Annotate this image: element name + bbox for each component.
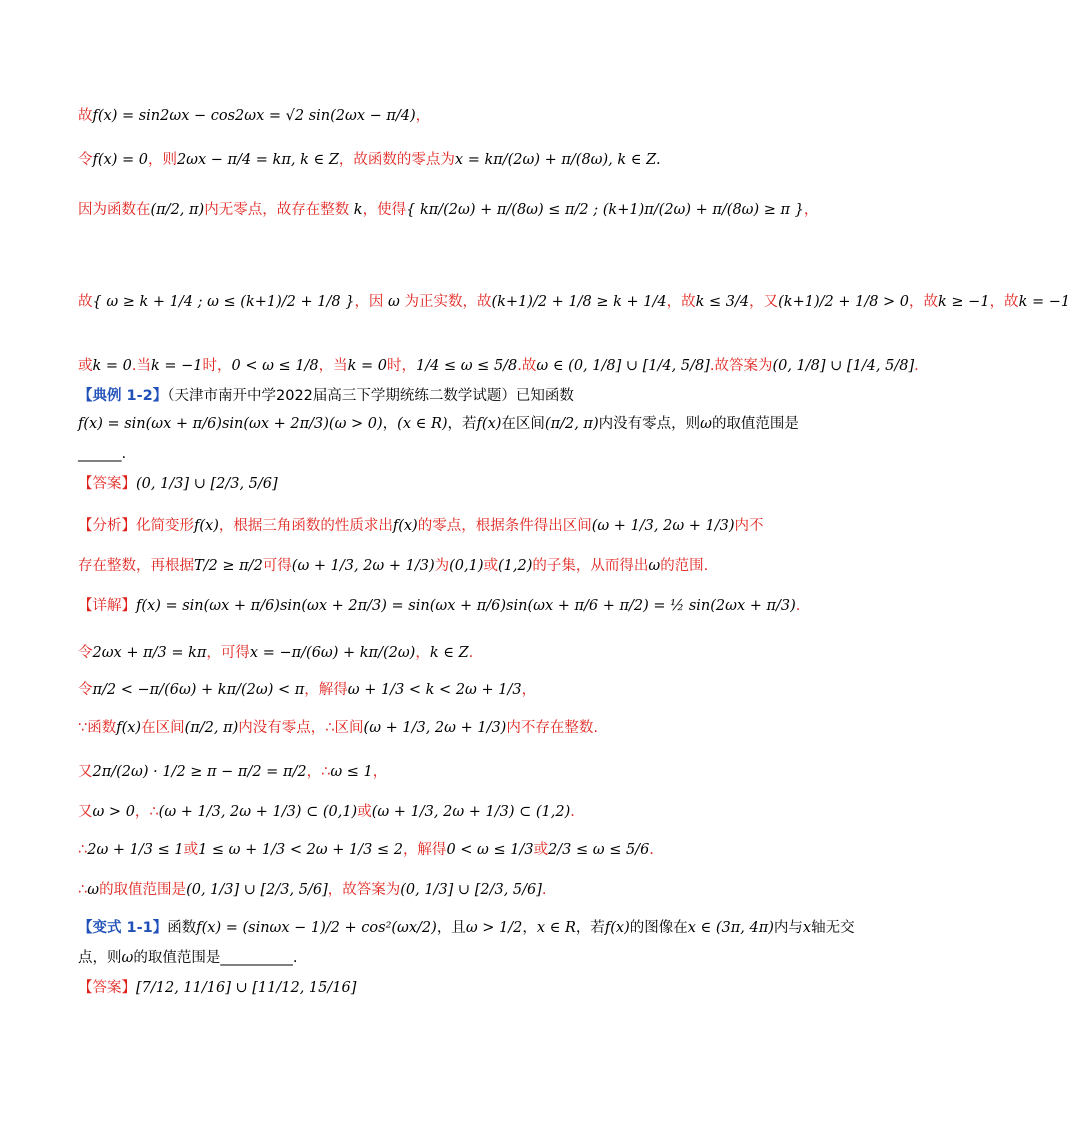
math-expression: f(x) = sin(ωx + π/6)sin(ωx + 2π/3) = sin(ωx + π/6)sin(ωx + π/6 + π/2) = ½ sin(2ωx + π/3): [136, 598, 796, 614]
text-segment: 的取值范围是: [99, 882, 187, 898]
math-expression: { ω ≥ k + 1/4 ; ω ≤ (k+1)/2 + 1/8 }: [92, 294, 355, 310]
text-segment: 或: [357, 804, 372, 820]
text-segment: 又: [78, 764, 93, 780]
text-segment: .: [570, 804, 575, 820]
text-line-l17: [78, 802, 740, 822]
text-segment: .当: [131, 358, 151, 374]
math-expression: ω: [383, 294, 405, 310]
math-expression: (0, 1/3] ∪ [2/3, 5/6]: [186, 882, 328, 898]
text-line-l21: [78, 948, 740, 968]
text-line-l7: [78, 414, 799, 434]
math-expression: f(x): [476, 416, 502, 432]
text-segment: 为正实数，故: [404, 294, 492, 310]
text-segment: 时，: [202, 358, 232, 374]
text-segment: ，故答案为: [327, 882, 401, 898]
math-expression: f(x): [116, 720, 142, 736]
math-expression: ω > 0: [92, 804, 135, 820]
text-segment: ，则: [147, 152, 177, 168]
text-segment: ，故函数的零点为: [338, 152, 455, 168]
text-line-l14: [78, 680, 740, 700]
text-segment: 的取值范围是__________.: [133, 950, 298, 966]
text-line-l19: [78, 880, 740, 900]
text-segment: 又: [78, 804, 93, 820]
text-segment: 轴无交: [811, 920, 855, 936]
math-expression: 2/3 ≤ ω ≤ 5/6: [548, 842, 650, 858]
math-expression: x = −π/(6ω) + kπ/(2ω): [249, 645, 416, 661]
text-segment: .: [914, 358, 919, 374]
text-segment: ，: [415, 645, 430, 661]
text-segment: ，∴: [306, 764, 331, 780]
math-expression: ω ∈ (0, 1/8] ∪ [1/4, 5/8]: [536, 358, 710, 374]
math-expression: (π/2, π): [544, 416, 599, 432]
text-segment: ，解得: [402, 842, 447, 858]
text-segment: 的范围.: [660, 558, 709, 574]
math-expression: 0 < ω ≤ 1/3: [446, 842, 534, 858]
text-segment: 内与: [773, 920, 803, 936]
math-expression: k ≥ −1: [938, 294, 990, 310]
text-line-l13: [78, 643, 740, 663]
text-line-l4: [78, 292, 1070, 312]
text-segment: 化简变形: [136, 518, 194, 534]
math-expression: f(x): [392, 518, 418, 534]
math-expression: (ω + 1/3, 2ω + 1/3): [591, 518, 735, 534]
math-expression: ω: [700, 416, 712, 432]
text-segment: ，故: [909, 294, 939, 310]
text-segment: ，解得: [304, 682, 348, 698]
text-segment: ，: [372, 764, 388, 780]
text-segment: 存在整数，再根据: [78, 558, 194, 574]
text-segment: 在区间: [501, 416, 545, 432]
text-segment: ，: [521, 682, 537, 698]
text-segment: ∴: [78, 882, 88, 898]
text-segment: ，故: [666, 294, 696, 310]
text-segment: 故: [78, 108, 93, 124]
math-expression: 2π/(2ω) · 1/2 ≥ π − π/2 = π/2: [92, 764, 307, 780]
math-expression: (x ∈ R): [397, 416, 448, 432]
math-expression: (0, 1/3] ∪ [2/3, 5/6]: [136, 476, 278, 492]
text-segment: 内无零点，故存在整数: [204, 202, 350, 218]
text-line-l18: [78, 840, 740, 860]
math-expression: [7/12, 11/16] ∪ [11/12, 15/16]: [136, 980, 357, 996]
math-expression: k ∈ Z: [429, 645, 469, 661]
text-line-l9: [78, 474, 740, 494]
math-expression: (ω + 1/3, 2ω + 1/3) ⊂ (1,2): [371, 804, 571, 820]
text-segment: （天津市南开中学2022届高三下学期统练二数学试题）已知函数: [167, 388, 574, 404]
text-segment: 【详解】: [78, 598, 136, 614]
text-segment: .: [795, 598, 801, 614]
math-expression: k = 0: [347, 358, 388, 374]
text-segment: .故: [517, 358, 537, 374]
math-expression: k = −1: [151, 358, 203, 374]
text-segment: ，可得: [206, 645, 250, 661]
text-segment: 或: [78, 358, 93, 374]
text-segment: 的子集，从而得出: [532, 558, 649, 574]
math-expression: π/2 < −π/(6ω) + kπ/(2ω) < π: [92, 682, 305, 698]
text-segment: 令: [78, 645, 93, 661]
text-segment: 时，: [387, 358, 417, 374]
text-segment: ∴: [78, 842, 88, 858]
text-segment: ，使得: [362, 202, 407, 218]
text-line-l8: [78, 444, 740, 464]
math-expression: f(x): [194, 518, 219, 534]
text-segment: ，: [382, 416, 398, 432]
text-segment: ∵函数: [78, 720, 117, 736]
text-segment: 的零点，根据条件得出区间: [417, 518, 592, 534]
math-expression: (π/2, π): [150, 202, 205, 218]
text-segment: 令: [78, 152, 93, 168]
math-expression: ω: [87, 882, 100, 898]
math-expression: (k+1)/2 + 1/8 ≥ k + 1/4: [491, 294, 667, 310]
text-segment: ，又: [749, 294, 779, 310]
math-expression: k = −1: [1018, 294, 1070, 310]
text-segment: ，根据三角函数的性质求出: [218, 518, 393, 534]
math-expression: (ω + 1/3, 2ω + 1/3): [363, 720, 507, 736]
text-segment: 因为函数在: [78, 202, 151, 218]
math-expression: k = 0: [92, 358, 132, 374]
text-segment: 或: [483, 558, 498, 574]
math-expression: (0, 1/8] ∪ [1/4, 5/8]: [772, 358, 915, 374]
text-line-l12: [78, 596, 801, 616]
text-segment: ______.: [78, 446, 127, 462]
text-segment: 或: [183, 842, 199, 858]
text-line-l6: [78, 386, 740, 406]
text-segment: 故: [78, 294, 93, 310]
text-segment: 内不: [734, 518, 764, 534]
text-segment: 或: [533, 842, 549, 858]
math-expression: f(x): [604, 920, 630, 936]
math-expression: { kπ/(2ω) + π/(8ω) ≤ π/2 ; (k+1)π/(2ω) + π/(8ω) ≥ π }: [406, 202, 804, 218]
text-segment: 内不存在整数.: [506, 720, 598, 736]
text-line-l2: [78, 150, 740, 170]
text-line-l11: [78, 556, 740, 576]
text-line-l22: [78, 978, 740, 998]
text-segment: .: [541, 882, 547, 898]
math-expression: (π/2, π): [184, 720, 239, 736]
math-expression: f(x) = sin(ωx + π/6)sin(ωx + 2π/3)(ω > 0): [78, 416, 383, 432]
text-segment: ，故: [989, 294, 1019, 310]
text-segment: 【答案】: [78, 476, 136, 492]
text-line-l20: [78, 918, 855, 938]
math-expression: ω > 1/2: [465, 920, 523, 936]
text-line-l3: [78, 200, 819, 220]
math-expression: 2ωx + π/3 = kπ: [92, 645, 207, 661]
text-segment: 函数: [167, 920, 197, 936]
text-segment: ，: [522, 920, 537, 936]
math-expression: (0,1): [449, 558, 484, 574]
math-expression: x = kπ/(2ω) + π/(8ω), k ∈ Z: [454, 152, 656, 168]
text-segment: 内没有零点，则: [598, 416, 701, 432]
text-segment: 【答案】: [78, 980, 136, 996]
math-expression: ω: [121, 950, 134, 966]
text-segment: ，当: [318, 358, 348, 374]
text-segment: ，若: [447, 416, 477, 432]
text-segment: .故答案为: [709, 358, 773, 374]
text-segment: ，: [803, 202, 819, 218]
math-expression: (k+1)/2 + 1/8 > 0: [778, 294, 910, 310]
text-segment: 点，则: [78, 950, 122, 966]
math-expression: (ω + 1/3, 2ω + 1/3): [291, 558, 435, 574]
math-expression: T/2 ≥ π/2: [194, 558, 263, 574]
math-expression: f(x) = (sinωx − 1)/2 + cos²(ωx/2): [196, 920, 437, 936]
math-expression: ω + 1/3 < k < 2ω + 1/3: [347, 682, 522, 698]
math-expression: (ω + 1/3, 2ω + 1/3) ⊂ (0,1): [158, 804, 358, 820]
text-segment: 的取值范围是: [711, 416, 799, 432]
math-expression: k: [349, 202, 363, 218]
math-expression: (1,2): [497, 558, 533, 574]
math-expression: x ∈ R: [536, 920, 576, 936]
math-expression: x: [802, 920, 812, 936]
math-expression: 2ωx − π/4 = kπ, k ∈ Z: [176, 152, 339, 168]
text-segment: .: [468, 645, 474, 661]
text-segment: 令: [78, 682, 93, 698]
text-segment: ，且: [436, 920, 466, 936]
math-expression: f(x) = sin2ωx − cos2ωx = √2 sin(2ωx − π/4): [92, 108, 416, 124]
math-expression: 0 < ω ≤ 1/8: [231, 358, 319, 374]
text-line-l5: [78, 356, 919, 376]
math-expression: 2ω + 1/3 ≤ 1: [87, 842, 184, 858]
text-segment: 可得: [262, 558, 292, 574]
math-expression: 1 ≤ ω + 1/3 < 2ω + 1/3 ≤ 2: [198, 842, 403, 858]
text-segment: 内没有零点，∴区间: [238, 720, 364, 736]
math-expression: .: [655, 152, 661, 168]
math-expression: ω ≤ 1: [330, 764, 373, 780]
text-line-l15: [78, 718, 740, 738]
text-segment: 的图像在: [629, 920, 688, 936]
math-expression: f(x) = 0: [92, 152, 148, 168]
text-line-l1: [78, 106, 740, 126]
text-segment: .: [649, 842, 654, 858]
math-expression: x ∈ (3π, 4π): [687, 920, 774, 936]
text-segment: 为: [434, 558, 450, 574]
text-line-l10: [78, 516, 764, 536]
text-segment: 【典例 1-2】: [78, 388, 168, 404]
math-expression: (0, 1/3] ∪ [2/3, 5/6]: [400, 882, 542, 898]
math-expression: ω: [648, 558, 661, 574]
text-segment: ，因: [354, 294, 384, 310]
text-line-l16: [78, 762, 740, 782]
math-expression: 1/4 ≤ ω ≤ 5/8: [416, 358, 518, 374]
math-expression: k ≤ 3/4: [695, 294, 750, 310]
text-segment: 【分析】: [78, 518, 136, 534]
text-segment: 在区间: [141, 720, 185, 736]
text-segment: 【变式 1-1】: [78, 920, 168, 936]
text-segment: ，∴: [134, 804, 159, 820]
text-segment: ，若: [575, 920, 605, 936]
text-segment: ，: [415, 108, 431, 124]
